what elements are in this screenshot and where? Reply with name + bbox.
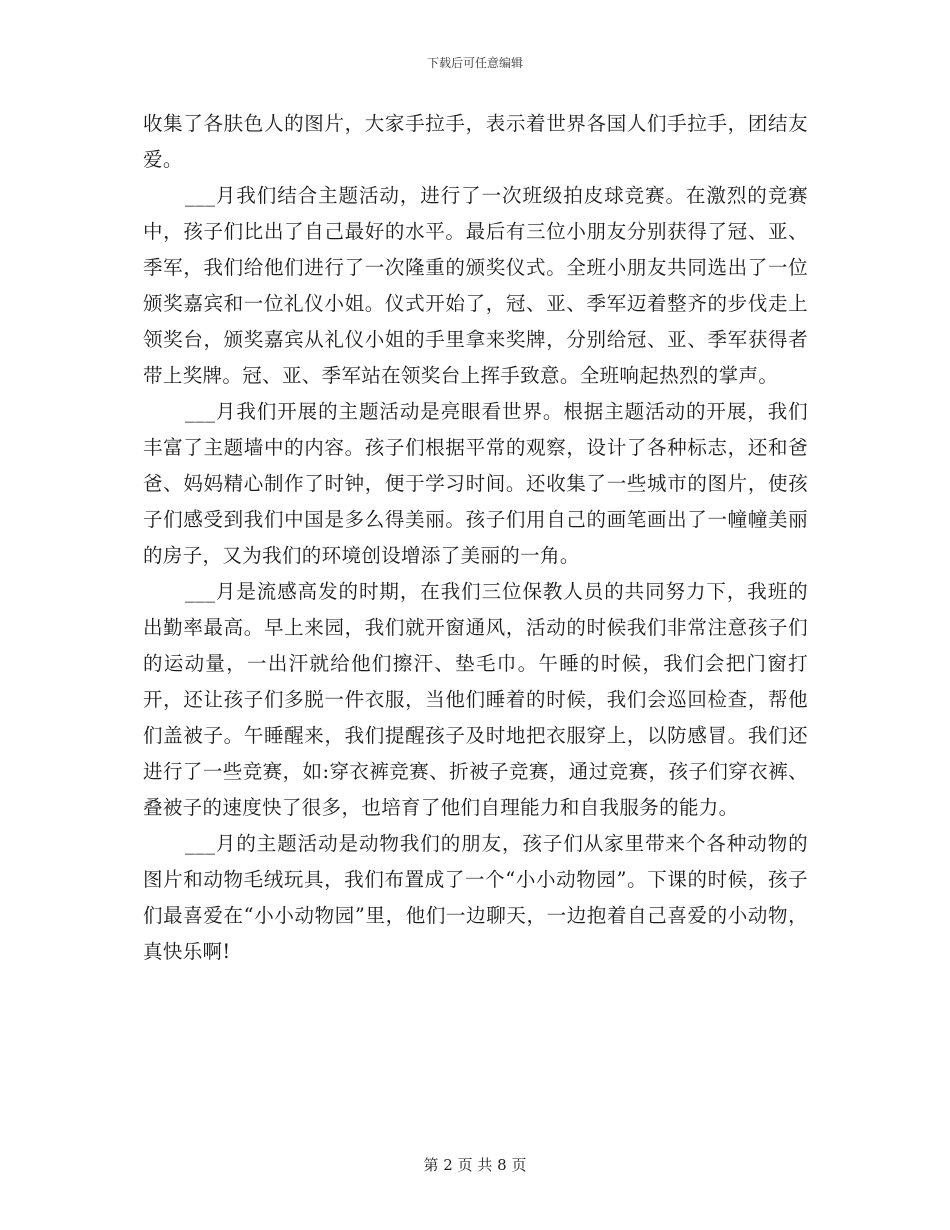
paragraph-continuation: 收集了各肤色人的图片，大家手拉手，表示着世界各国人们手拉手，团结友爱。 bbox=[143, 112, 808, 171]
page-number-footer: 第 2 页 共 8 页 bbox=[423, 1156, 527, 1174]
page-header-note: 下载后可任意编辑 bbox=[426, 56, 523, 70]
paragraph-flu-season: ___月是流感高发的时期，在我们三位保教人员的共同努力下，我班的出勤率最高。早上来园，我们就开窗通风，活动的时候我们非常注意孩子们的运动量，一出汗就给他们擦汗、垫毛巾。午睡的时候，我们会把门窗打开，还让孩子们多脱一件衣服，当他们睡着的时候，我们会巡回检查，帮他们盖被子。午睡醒来，我们提醒孩子及时地把衣服穿上，以防感冒。我们还进行了一些竞赛，如:穿衣裤竞赛、折被子竞赛，通过竞赛，孩子们穿衣裤、叠被子的速度快了很多，也培育了他们自理能力和自我服务的能力。 bbox=[143, 580, 808, 819]
paragraph-animal-theme: ___月的主题活动是动物我们的朋友，孩子们从家里带来个各种动物的图片和动物毛绒玩具，我们布置成了一个“小小动物园”。下课的时候，孩子们最喜爱在“小小动物园”里，他们一边聊天，一边抱着自己喜爱的小动物，真快乐啊! bbox=[143, 832, 808, 963]
document-body bbox=[143, 106, 808, 970]
paragraph-ball-competition: ___月我们结合主题活动，进行了一次班级拍皮球竞赛。在激烈的竞赛中，孩子们比出了自己最好的水平。最后有三位小朋友分别获得了冠、亚、季军，我们给他们进行了一次隆重的颁奖仪式。全班小朋友共同选出了一位颁奖嘉宾和一位礼仪小姐。仪式开始了，冠、亚、季军迈着整齐的步伐走上领奖台，颁奖嘉宾从礼仪小姐的手里拿来奖牌，分别给冠、亚、季军获得者带上奖牌。冠、亚、季军站在领奖台上挥手致意。全班响起热烈的掌声。 bbox=[143, 184, 808, 387]
paragraph-world-theme: ___月我们开展的主题活动是亮眼看世界。根据主题活动的开展，我们丰富了主题墙中的内容。孩子们根据平常的观察，设计了各种标志，还和爸爸、妈妈精心制作了时钟，便于学习时间。还收集了一些城市的图片，使孩子们感受到我们中国是多么得美丽。孩子们用自己的画笔画出了一幢幢美丽的房子，又为我们的环境创设增添了美丽的一角。 bbox=[143, 400, 808, 567]
